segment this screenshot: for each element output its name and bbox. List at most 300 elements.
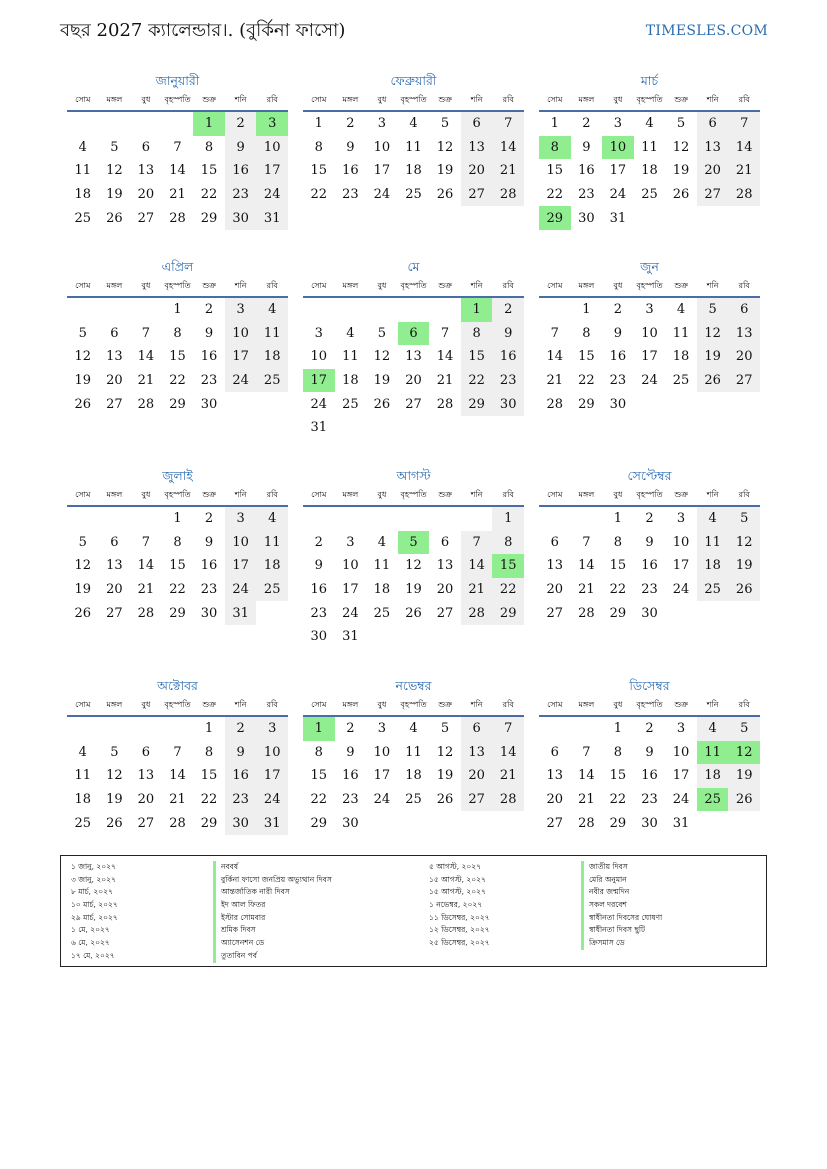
empty-cell bbox=[67, 507, 99, 531]
weekday-label: বুধ bbox=[613, 94, 623, 104]
day-cell: 15 bbox=[169, 558, 186, 574]
day-cell: 18 bbox=[74, 187, 92, 203]
day-cell: 8 bbox=[314, 139, 323, 155]
day-cell: 11 bbox=[373, 558, 391, 574]
weekday-label: মঙ্গল bbox=[106, 489, 123, 499]
day-cell: 4 bbox=[256, 507, 288, 531]
holiday-day-cell: 3 bbox=[256, 112, 288, 136]
day-cell: 28 bbox=[492, 788, 524, 812]
day-cell: 6 bbox=[697, 112, 729, 136]
day-cell: 24 bbox=[373, 792, 391, 808]
day-cell: 29 bbox=[492, 601, 524, 625]
weekday-label: শনি bbox=[234, 489, 247, 499]
holiday-day-cell: 25 bbox=[697, 788, 729, 812]
weekday-label: রবি bbox=[738, 280, 750, 290]
day-cell: 11 bbox=[641, 139, 658, 155]
day-cell: 6 bbox=[141, 744, 151, 760]
day-cell: 19 bbox=[106, 187, 123, 203]
day-cell: 10 bbox=[373, 744, 391, 760]
weekday-label: রবি bbox=[502, 489, 514, 499]
day-cell: 12 bbox=[106, 768, 123, 784]
day-cell: 20 bbox=[436, 582, 454, 598]
holiday-date: ৮ মার্চ, ২০২৭ bbox=[71, 887, 113, 897]
empty-cell bbox=[99, 298, 131, 322]
weekday-label: শনি bbox=[706, 699, 719, 709]
holiday-date: ৩ জানু, ২০২৭ bbox=[71, 874, 116, 884]
day-cell: 13 bbox=[546, 768, 564, 784]
day-cell: 2 bbox=[645, 721, 654, 737]
day-cell: 7 bbox=[582, 534, 591, 550]
weekday-label: বৃহস্পতি bbox=[636, 489, 663, 499]
days-grid bbox=[67, 717, 288, 835]
day-cell: 30 bbox=[200, 605, 218, 621]
holiday-date: ১১ ডিসেম্বর, ২০২৭ bbox=[429, 912, 490, 922]
day-cell: 4 bbox=[78, 139, 87, 155]
day-cell: 10 bbox=[256, 741, 288, 765]
day-cell: 22 bbox=[578, 373, 595, 389]
day-cell: 12 bbox=[74, 349, 92, 365]
day-cell: 31 bbox=[256, 206, 288, 230]
day-cell: 27 bbox=[106, 605, 123, 621]
day-cell: 8 bbox=[314, 744, 323, 760]
weekday-header bbox=[67, 276, 288, 298]
day-cell: 12 bbox=[373, 349, 391, 365]
weekday-label: শুক্র bbox=[674, 280, 688, 290]
day-cell: 29 bbox=[310, 815, 328, 831]
weekday-label: বুধ bbox=[377, 94, 387, 104]
day-cell: 22 bbox=[609, 792, 627, 808]
day-cell: 14 bbox=[169, 163, 186, 179]
day-cell: 18 bbox=[342, 373, 359, 389]
day-cell: 8 bbox=[492, 531, 524, 555]
day-cell: 20 bbox=[697, 159, 729, 183]
day-cell: 8 bbox=[613, 534, 623, 550]
day-cell: 13 bbox=[546, 558, 564, 574]
holiday-day-cell: 11 bbox=[697, 741, 729, 765]
day-cell: 21 bbox=[169, 792, 186, 808]
day-cell: 18 bbox=[672, 349, 690, 365]
weekday-label: শনি bbox=[470, 489, 483, 499]
day-cell: 20 bbox=[106, 582, 123, 598]
day-cell: 4 bbox=[256, 298, 288, 322]
day-cell: 6 bbox=[461, 717, 493, 741]
weekday-label: মঙ্গল bbox=[578, 280, 595, 290]
day-cell: 23 bbox=[492, 369, 524, 393]
day-cell: 21 bbox=[492, 159, 524, 183]
day-cell: 13 bbox=[461, 741, 493, 765]
day-cell: 16 bbox=[609, 349, 627, 365]
day-cell: 23 bbox=[641, 582, 658, 598]
day-cell: 26 bbox=[436, 187, 454, 203]
day-cell: 19 bbox=[436, 768, 454, 784]
day-cell: 11 bbox=[697, 531, 729, 555]
day-cell: 12 bbox=[106, 163, 123, 179]
empty-cell bbox=[429, 298, 461, 322]
day-cell: 28 bbox=[578, 605, 595, 621]
weekday-label: রবি bbox=[502, 94, 514, 104]
weekday-header bbox=[539, 485, 760, 507]
holiday-day-cell: 1 bbox=[193, 112, 225, 136]
legend-dates-right bbox=[429, 861, 490, 950]
weekday-label: সোম bbox=[547, 280, 563, 290]
day-cell: 3 bbox=[377, 116, 387, 132]
holiday-name: ক্রিসমাস ডে bbox=[581, 937, 662, 950]
day-cell: 29 bbox=[578, 396, 595, 412]
day-cell: 21 bbox=[137, 582, 155, 598]
weekday-label: বৃহস্পতি bbox=[164, 94, 191, 104]
day-cell: 20 bbox=[728, 345, 760, 369]
holiday-date: ১৫ আগস্ট, ২০২৭ bbox=[429, 887, 486, 897]
day-cell: 10 bbox=[641, 325, 658, 341]
day-cell: 21 bbox=[169, 187, 186, 203]
day-cell: 8 bbox=[461, 322, 493, 346]
day-cell: 20 bbox=[546, 792, 564, 808]
weekday-label: সোম bbox=[311, 280, 327, 290]
weekday-label: বৃহস্পতি bbox=[164, 489, 191, 499]
day-cell: 15 bbox=[310, 163, 328, 179]
weekday-label: বৃহস্পতি bbox=[164, 699, 191, 709]
day-cell: 4 bbox=[645, 116, 654, 132]
day-cell: 10 bbox=[225, 322, 257, 346]
day-cell: 4 bbox=[676, 302, 686, 318]
weekday-label: মঙ্গল bbox=[342, 699, 359, 709]
day-cell: 7 bbox=[141, 534, 151, 550]
month-name: মার্চ bbox=[640, 73, 659, 88]
day-cell: 6 bbox=[550, 534, 559, 550]
day-cell: 11 bbox=[74, 768, 92, 784]
weekday-header bbox=[539, 695, 760, 717]
day-cell: 7 bbox=[582, 744, 591, 760]
weekday-label: মঙ্গল bbox=[106, 94, 123, 104]
month-block bbox=[539, 258, 760, 416]
day-cell: 23 bbox=[641, 792, 658, 808]
weekday-label: বুধ bbox=[377, 699, 387, 709]
day-cell: 16 bbox=[310, 582, 328, 598]
day-cell: 17 bbox=[342, 582, 359, 598]
weekday-label: সোম bbox=[311, 489, 327, 499]
weekday-label: সোম bbox=[311, 699, 327, 709]
month-name: নভেম্বর bbox=[395, 678, 432, 693]
day-cell: 13 bbox=[697, 136, 729, 160]
day-cell: 3 bbox=[256, 717, 288, 741]
weekday-label: মঙ্গল bbox=[106, 280, 123, 290]
day-cell: 4 bbox=[409, 721, 418, 737]
day-cell: 23 bbox=[310, 605, 328, 621]
day-cell: 15 bbox=[461, 345, 493, 369]
day-cell: 3 bbox=[346, 534, 355, 550]
empty-cell bbox=[67, 298, 99, 322]
day-cell: 2 bbox=[492, 298, 524, 322]
day-cell: 14 bbox=[137, 349, 155, 365]
day-cell: 15 bbox=[200, 163, 218, 179]
day-cell: 4 bbox=[409, 116, 418, 132]
weekday-label: বুধ bbox=[141, 699, 151, 709]
day-cell: 24 bbox=[342, 605, 359, 621]
day-cell: 15 bbox=[169, 349, 186, 365]
empty-cell bbox=[303, 298, 335, 322]
holiday-date: ১২ ডিসেম্বর, ২০২৭ bbox=[429, 925, 490, 935]
day-cell: 24 bbox=[225, 578, 257, 602]
day-cell: 18 bbox=[405, 163, 422, 179]
empty-cell bbox=[571, 717, 603, 741]
empty-cell bbox=[429, 507, 461, 531]
day-cell: 29 bbox=[200, 210, 218, 226]
day-cell: 25 bbox=[672, 373, 690, 389]
day-cell: 25 bbox=[373, 605, 391, 621]
days-grid bbox=[67, 298, 288, 416]
day-cell: 13 bbox=[436, 558, 454, 574]
weekday-label: শনি bbox=[470, 94, 483, 104]
weekday-label: রবি bbox=[738, 489, 750, 499]
day-cell: 8 bbox=[582, 325, 591, 341]
legend-names-right bbox=[581, 861, 662, 950]
day-cell: 24 bbox=[225, 369, 257, 393]
day-cell: 16 bbox=[492, 345, 524, 369]
day-cell: 9 bbox=[645, 534, 654, 550]
day-cell: 7 bbox=[728, 112, 760, 136]
day-cell: 17 bbox=[641, 349, 658, 365]
weekday-label: রবি bbox=[502, 280, 514, 290]
holiday-date: ৬ মে, ২০২৭ bbox=[71, 938, 110, 948]
empty-cell bbox=[571, 507, 603, 531]
weekday-label: বুধ bbox=[377, 280, 387, 290]
day-cell: 10 bbox=[672, 744, 690, 760]
day-cell: 21 bbox=[492, 764, 524, 788]
day-cell: 27 bbox=[546, 605, 564, 621]
day-cell: 13 bbox=[137, 163, 155, 179]
empty-cell bbox=[130, 298, 162, 322]
day-cell: 12 bbox=[697, 322, 729, 346]
day-cell: 29 bbox=[609, 815, 627, 831]
holiday-date: ১৭ মে, ২০২৭ bbox=[71, 950, 115, 960]
day-cell: 27 bbox=[728, 369, 760, 393]
month-name: এপ্রিল bbox=[161, 259, 194, 274]
day-cell: 31 bbox=[310, 420, 328, 436]
empty-cell bbox=[99, 507, 131, 531]
month-name: জুলাই bbox=[162, 468, 193, 483]
day-cell: 18 bbox=[256, 345, 288, 369]
days-grid bbox=[67, 112, 288, 230]
day-cell: 26 bbox=[106, 210, 123, 226]
day-cell: 17 bbox=[609, 163, 627, 179]
holiday-date: ১০ মার্চ, ২০২৭ bbox=[71, 900, 118, 910]
day-cell: 18 bbox=[641, 163, 658, 179]
day-cell: 30 bbox=[225, 206, 257, 230]
day-cell: 26 bbox=[728, 788, 760, 812]
day-cell: 14 bbox=[137, 558, 155, 574]
day-cell: 2 bbox=[346, 116, 355, 132]
holiday-name: ইদ আল ফিতর bbox=[213, 899, 332, 912]
day-cell: 1 bbox=[550, 116, 559, 132]
day-cell: 16 bbox=[200, 349, 218, 365]
weekday-label: সোম bbox=[75, 94, 91, 104]
day-cell: 29 bbox=[461, 392, 493, 416]
day-cell: 9 bbox=[225, 741, 257, 765]
day-cell: 6 bbox=[440, 534, 450, 550]
legend-names-left bbox=[213, 861, 332, 963]
weekday-label: শুক্র bbox=[202, 699, 216, 709]
day-cell: 28 bbox=[546, 396, 564, 412]
holiday-name: আন্তর্জাতিক নারী দিবস bbox=[213, 886, 332, 899]
day-cell: 24 bbox=[672, 582, 690, 598]
days-grid bbox=[303, 112, 524, 206]
day-cell: 4 bbox=[78, 744, 87, 760]
day-cell: 17 bbox=[225, 345, 257, 369]
day-cell: 3 bbox=[377, 721, 387, 737]
day-cell: 28 bbox=[492, 183, 524, 207]
weekday-label: শুক্র bbox=[438, 699, 452, 709]
day-cell: 2 bbox=[314, 534, 323, 550]
days-grid bbox=[303, 507, 524, 649]
empty-cell bbox=[398, 298, 430, 322]
weekday-label: বৃহস্পতি bbox=[636, 94, 663, 104]
holiday-day-cell: 10 bbox=[602, 136, 634, 160]
day-cell: 27 bbox=[697, 183, 729, 207]
day-cell: 19 bbox=[373, 373, 391, 389]
month-name: ফেব্রুয়ারী bbox=[390, 73, 437, 88]
day-cell: 6 bbox=[141, 139, 151, 155]
day-cell: 10 bbox=[672, 534, 690, 550]
month-block bbox=[303, 467, 524, 649]
day-cell: 1 bbox=[613, 721, 623, 737]
day-cell: 17 bbox=[672, 768, 690, 784]
day-cell: 13 bbox=[405, 349, 422, 365]
weekday-label: মঙ্গল bbox=[342, 489, 359, 499]
day-cell: 28 bbox=[436, 396, 454, 412]
day-cell: 1 bbox=[582, 302, 591, 318]
day-cell: 5 bbox=[728, 717, 760, 741]
day-cell: 2 bbox=[582, 116, 591, 132]
month-block bbox=[67, 677, 288, 835]
day-cell: 9 bbox=[582, 139, 591, 155]
weekday-label: বৃহস্পতি bbox=[400, 94, 427, 104]
day-cell: 9 bbox=[645, 744, 654, 760]
empty-cell bbox=[539, 717, 571, 741]
day-cell: 25 bbox=[342, 396, 359, 412]
day-cell: 5 bbox=[697, 298, 729, 322]
day-cell: 16 bbox=[225, 764, 257, 788]
day-cell: 25 bbox=[697, 578, 729, 602]
weekday-label: বুধ bbox=[613, 489, 623, 499]
day-cell: 22 bbox=[609, 582, 627, 598]
month-block bbox=[67, 72, 288, 230]
weekday-header bbox=[303, 90, 524, 112]
day-cell: 15 bbox=[546, 163, 564, 179]
site-link[interactable]: TIMESLES.COM bbox=[645, 23, 768, 39]
day-cell: 5 bbox=[377, 325, 387, 341]
day-cell: 5 bbox=[728, 507, 760, 531]
weekday-label: রবি bbox=[266, 699, 278, 709]
day-cell: 4 bbox=[697, 507, 729, 531]
weekday-label: শনি bbox=[470, 280, 483, 290]
day-cell: 14 bbox=[169, 768, 186, 784]
day-cell: 1 bbox=[173, 511, 182, 527]
days-grid bbox=[67, 507, 288, 625]
day-cell: 22 bbox=[546, 187, 564, 203]
day-cell: 14 bbox=[546, 349, 564, 365]
day-cell: 26 bbox=[672, 187, 690, 203]
weekday-label: মঙ্গল bbox=[342, 94, 359, 104]
day-cell: 25 bbox=[405, 187, 422, 203]
weekday-label: শুক্র bbox=[438, 94, 452, 104]
month-block bbox=[303, 258, 524, 440]
days-grid bbox=[539, 717, 760, 835]
month-block bbox=[539, 467, 760, 625]
weekday-label: রবি bbox=[738, 94, 750, 104]
weekday-label: বৃহস্পতি bbox=[636, 280, 663, 290]
day-cell: 11 bbox=[74, 163, 92, 179]
day-cell: 21 bbox=[137, 373, 155, 389]
empty-cell bbox=[130, 717, 162, 741]
day-cell: 27 bbox=[405, 396, 422, 412]
day-cell: 25 bbox=[74, 815, 92, 831]
weekday-label: শনি bbox=[706, 94, 719, 104]
days-grid bbox=[539, 507, 760, 625]
weekday-label: বৃহস্পতি bbox=[636, 699, 663, 709]
month-block bbox=[303, 677, 524, 835]
day-cell: 27 bbox=[436, 605, 454, 621]
page-title: বছর 2027 ক্যালেন্ডার।. (বুর্কিনা ফাসো) bbox=[60, 20, 346, 41]
day-cell: 6 bbox=[550, 744, 559, 760]
day-cell: 18 bbox=[373, 582, 391, 598]
holiday-name: স্বাধীনতা দিবস ছুটি bbox=[581, 924, 662, 937]
day-cell: 7 bbox=[440, 325, 450, 341]
day-cell: 23 bbox=[200, 582, 218, 598]
weekday-label: বৃহস্পতি bbox=[164, 280, 191, 290]
day-cell: 19 bbox=[74, 373, 92, 389]
day-cell: 14 bbox=[492, 136, 524, 160]
days-grid bbox=[303, 717, 524, 835]
weekday-label: শনি bbox=[470, 699, 483, 709]
day-cell: 1 bbox=[314, 116, 323, 132]
day-cell: 23 bbox=[225, 183, 257, 207]
day-cell: 16 bbox=[200, 558, 218, 574]
day-cell: 7 bbox=[173, 744, 182, 760]
day-cell: 12 bbox=[74, 558, 92, 574]
empty-cell bbox=[130, 507, 162, 531]
holiday-name: মেরি অনুমান bbox=[581, 874, 662, 887]
day-cell: 19 bbox=[106, 792, 123, 808]
weekday-label: শুক্র bbox=[674, 94, 688, 104]
day-cell: 4 bbox=[377, 534, 387, 550]
day-cell: 31 bbox=[609, 210, 627, 226]
day-cell: 13 bbox=[728, 322, 760, 346]
weekday-label: শনি bbox=[234, 94, 247, 104]
holiday-day-cell: 15 bbox=[492, 554, 524, 578]
day-cell: 1 bbox=[204, 721, 214, 737]
day-cell: 3 bbox=[613, 116, 623, 132]
holiday-day-cell: 6 bbox=[398, 322, 430, 346]
day-cell: 9 bbox=[314, 558, 323, 574]
day-cell: 10 bbox=[342, 558, 359, 574]
day-cell: 4 bbox=[697, 717, 729, 741]
day-cell: 5 bbox=[676, 116, 686, 132]
weekday-label: শুক্র bbox=[674, 489, 688, 499]
days-grid bbox=[539, 298, 760, 416]
day-cell: 20 bbox=[137, 187, 155, 203]
day-cell: 22 bbox=[169, 373, 186, 389]
day-cell: 24 bbox=[373, 187, 391, 203]
empty-cell bbox=[539, 298, 571, 322]
holiday-name: বুর্কিনা ফাসো জনপ্রিয় অভ্যুত্থান দিবস bbox=[213, 874, 332, 887]
day-cell: 19 bbox=[405, 582, 422, 598]
day-cell: 26 bbox=[373, 396, 391, 412]
day-cell: 8 bbox=[173, 534, 182, 550]
month-block bbox=[303, 72, 524, 206]
day-cell: 2 bbox=[225, 112, 257, 136]
weekday-label: বুধ bbox=[377, 489, 387, 499]
weekday-label: শুক্র bbox=[674, 699, 688, 709]
